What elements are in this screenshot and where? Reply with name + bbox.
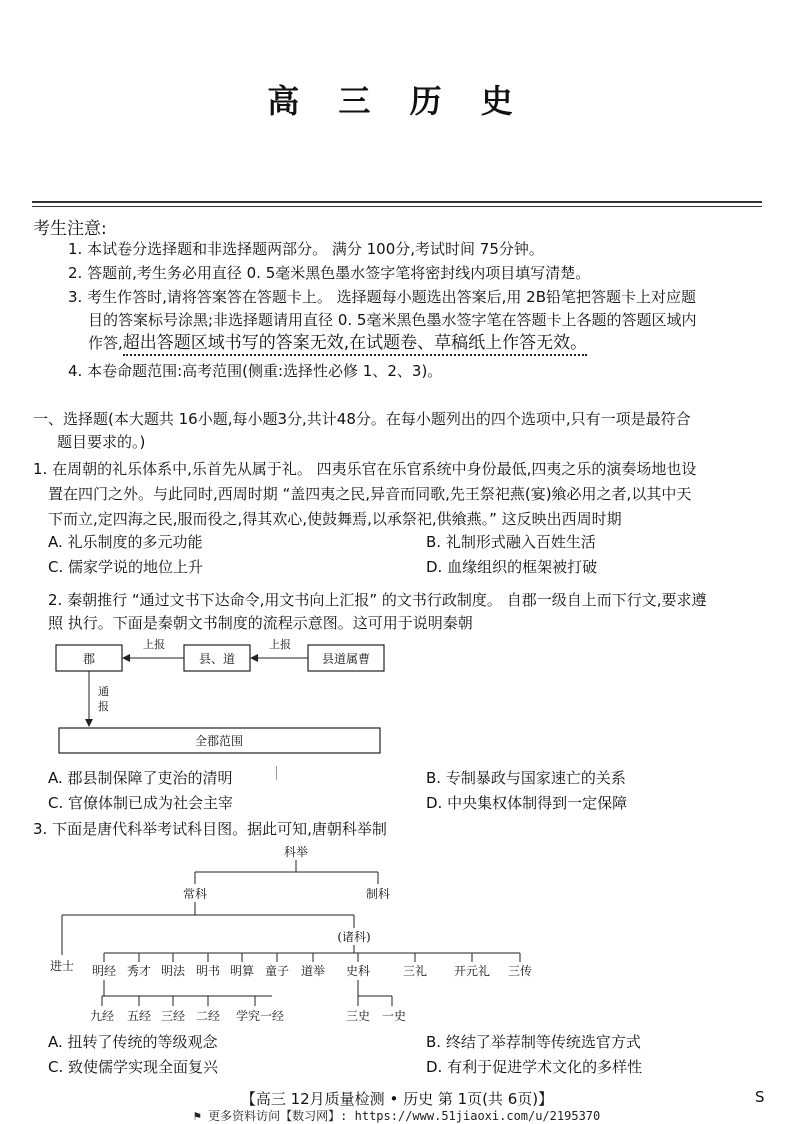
q1-stem-line-1: 1. 在周朝的礼乐体系中,乐首先从属于礼。 四夷乐官在乐官系统中身份最低,四夷之乐的演奏场地也设 [33, 460, 697, 478]
shangbao-label-2: 上报 [269, 638, 291, 651]
shangbao-label-1: 上报 [143, 638, 165, 651]
q3-option-d[interactable]: D. 有利于促进学术文化的多样性 [426, 1058, 643, 1076]
q1-option-c[interactable]: C. 儒家学说的地位上升 [48, 558, 204, 576]
subject-mingjing: 明经 [91, 964, 117, 978]
tree-root: 科举 [283, 845, 309, 859]
header-rule [32, 201, 762, 203]
q1-option-b[interactable]: B. 礼制形式融入百姓生活 [426, 533, 596, 551]
header-rule-thin [32, 206, 762, 207]
q3-option-b[interactable]: B. 终结了举荐制等传统选官方式 [426, 1033, 641, 1051]
tree-zhuke: (诸科) [337, 930, 371, 944]
tang-keju-subject-tree [40, 842, 540, 1030]
tree-jinshi: 进士 [49, 959, 75, 973]
notice-item-3-end-prefix: 作答, [88, 334, 123, 352]
page-mark: S [755, 1088, 765, 1106]
fanwei-label: 全郡范围 [194, 734, 244, 748]
q1-stem-line-2: 置在四门之外。与此同时,西周时期 “盖四夷之民,异音而同歌,先王祭祀燕(宴)飨必用之者,以其中天 [48, 485, 692, 503]
notice-emphasis: 超出答题区域书写的答案无效,在试题卷、草稿纸上作答无效。 [123, 333, 587, 356]
mingjing-sanjing: 三经 [160, 1009, 186, 1023]
xiandao-label: 县、道 [198, 652, 236, 666]
q1-option-a[interactable]: A. 礼乐制度的多元功能 [48, 533, 203, 551]
qin-document-flow-diagram [50, 636, 390, 758]
q2-stem-line-1: 2. 秦朝推行 “通过文书下达命令,用文书向上汇报” 的文书行政制度。 自郡一级自上而下行文,要求遵 [48, 591, 707, 609]
subject-daoju: 道举 [300, 964, 326, 978]
notice-item-3-cont: 目的答案标号涂黑;非选择题请用直径 0. 5毫米黑色墨水签字笔在答题卡上各题的答题区域内 [88, 311, 697, 329]
subject-mingsuan: 明算 [229, 964, 255, 978]
q3-option-c[interactable]: C. 致使儒学实现全面复兴 [48, 1058, 219, 1076]
page-title: 高 三 历 史 [267, 82, 527, 120]
scan-mark [276, 766, 277, 780]
resource-link[interactable]: 更多资料访问【数习网】: https://www.51jiaoxi.com/u/2195370 [208, 1109, 601, 1123]
notice-item-3: 3. 考生作答时,请将答案答在答题卡上。 选择题每小题选出答案后,用 2B铅笔把答题卡上对应题 [68, 288, 696, 306]
notice-heading: 考生注意: [33, 219, 107, 239]
q2-stem-line-2: 照 执行。下面是秦朝文书制度的流程示意图。这可用于说明秦朝 [48, 614, 473, 632]
section-heading-cont: 题目要求的。) [57, 433, 146, 451]
subject-sanzhuan: 三传 [507, 964, 533, 978]
section-heading: 一、选择题(本大题共 16小题,每小题3分,共计48分。在每小题列出的四个选项中,只有一项是最符合 [33, 410, 691, 428]
subject-mingshu: 明书 [195, 964, 221, 978]
mingjing-xuejiu: 学究一经 [235, 1009, 285, 1023]
subject-shike: 史科 [345, 964, 371, 978]
mingjing-wujing: 五经 [126, 1009, 152, 1023]
q2-option-c[interactable]: C. 官僚体制已成为社会主宰 [48, 794, 234, 812]
subject-kaiyuanli: 开元礼 [453, 964, 491, 978]
shike-yishi: 一史 [381, 1009, 407, 1023]
q3-stem: 3. 下面是唐代科举考试科目图。据此可知,唐朝科举制 [33, 820, 387, 838]
flag-icon: ⚑ [193, 1109, 209, 1123]
arrowhead-2 [250, 654, 258, 662]
q3-option-a[interactable]: A. 扭转了传统的等级观念 [48, 1033, 218, 1051]
mingjing-jiujing: 九经 [89, 1009, 115, 1023]
subject-xiucai: 秀才 [126, 964, 152, 978]
notice-item-1: 1. 本试卷分选择题和非选择题两部分。 满分 100分,考试时间 75分钟。 [68, 240, 544, 258]
subject-sanli: 三礼 [402, 964, 428, 978]
tong-label: 通 [98, 685, 109, 698]
q2-option-d[interactable]: D. 中央集权体制得到一定保障 [426, 794, 628, 812]
mingjing-erjing: 二经 [195, 1009, 221, 1023]
notice-item-3-end [88, 332, 587, 354]
notice-item-2: 2. 答题前,考生务必用直径 0. 5毫米黑色墨水签字笔将密封线内项目填写清楚。 [68, 264, 591, 282]
tree-zhike: 制科 [365, 887, 391, 901]
bao-label: 报 [98, 700, 109, 713]
arrowhead-3 [85, 719, 93, 727]
page-footer: 【高三 12月质量检测 • 历史 第 1页(共 6页)】 [240, 1090, 554, 1108]
resource-link-line [0, 1107, 794, 1124]
shucao-label: 县道属曹 [321, 652, 371, 666]
tree-changke: 常科 [182, 887, 208, 901]
subject-tongzi: 童子 [264, 964, 290, 978]
subject-mingfa: 明法 [160, 964, 186, 978]
q1-option-d[interactable]: D. 血缘组织的框架被打破 [426, 558, 598, 576]
jun-label: 郡 [82, 652, 96, 666]
q2-option-b[interactable]: B. 专制暴政与国家速亡的关系 [426, 769, 626, 787]
arrowhead-1 [122, 654, 130, 662]
q1-stem-line-3: 下而立,定四海之民,服而役之,得其欢心,使鼓舞焉,以承祭祀,供飨燕。” 这反映出西周时期 [48, 510, 622, 528]
shike-sanshi: 三史 [345, 1009, 371, 1023]
q2-option-a[interactable]: A. 郡县制保障了吏治的清明 [48, 769, 233, 787]
notice-item-4: 4. 本卷命题范围:高考范围(侧重:选择性必修 1、2、3)。 [68, 362, 443, 380]
